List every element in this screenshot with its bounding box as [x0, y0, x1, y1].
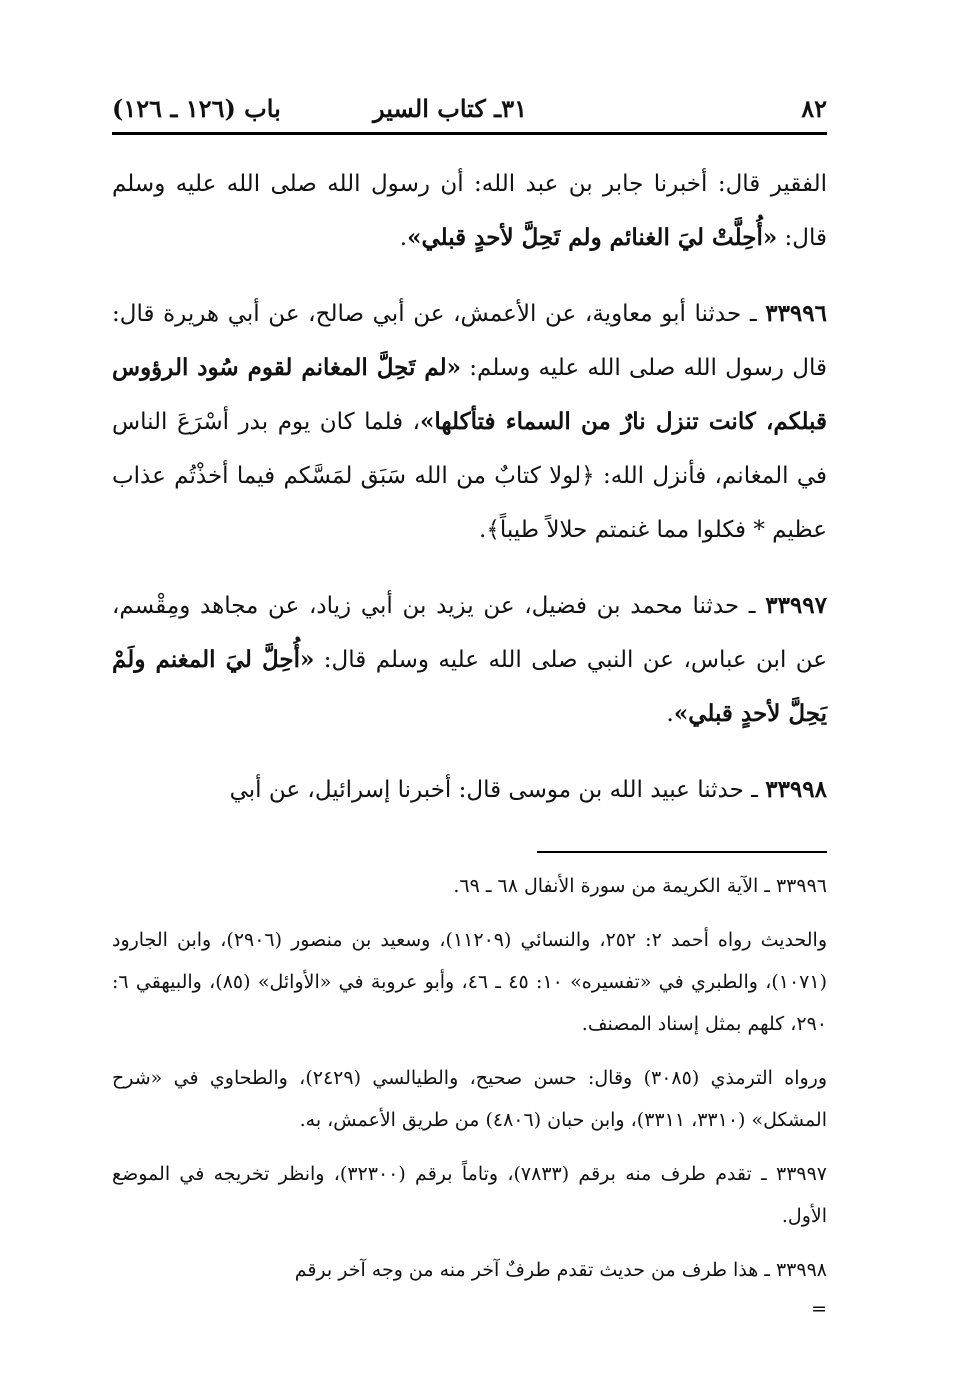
hadith-quote: «لم تَحِلَّ المغانم لقوم سُود الرؤوس قبلكم، كانت تنزل نارٌ من السماء فتأكلها» — [112, 354, 827, 435]
text-run: ـ حدثنا محمد بن فضيل، عن يزيد بن أبي زياد، عن مجاهد ومِقْسم، عن ابن عباس، عن النبي صلى الله عليه وسلم قال: — [112, 593, 827, 673]
book-title: ٣١ـ كتاب السير — [373, 94, 527, 123]
hadith-number: ٣٣٩٩٨ — [765, 776, 827, 803]
footnote-33997: ٣٣٩٩٧ ـ تقدم طرف منه برقم (٧٨٣٣)، وتاماً برقم (٣٢٣٠٠)، وانظر تخريجه في الموضع الأول. — [112, 1163, 828, 1227]
hadith-33998 — [112, 763, 827, 817]
footnote-text: والحديث رواه أحمد ٢: ٢٥٢، والنسائي (١١٢٠٩)، وسعيد بن منصور (٢٩٠٦)، وابن الجارود (١٠٧١)، والطبري في «تفسيره» ١٠: ٤٥ ـ ٤٦، وأبو عروبة في «الأوائل» (٨٥)، والبيهقي ٦: ٢٩٠، كلهم بمثل إسناد المصنف. — [112, 929, 827, 1035]
footnote-33998: ٣٣٩٩٨ ـ هذا طرف من حديث تقدم طرفٌ آخر منه من وجه آخر برقم — [294, 1259, 827, 1281]
main-text — [112, 157, 827, 817]
hadith-33997 — [112, 579, 827, 741]
hadith-quote: «أُحِلَّ ليَ المغنم ولَمْ يَحِلَّ لأحدٍ قبلي» — [112, 646, 827, 727]
footnotes — [112, 865, 827, 1319]
book-page — [112, 88, 827, 1348]
text-run: . — [399, 225, 408, 251]
text-run: ـ حدثنا عبيد الله بن موسى قال: أخبرنا إسرائيل، عن أبي — [229, 777, 766, 803]
page-number: ٨٢ — [801, 94, 827, 123]
footnote-33996: ٣٣٩٩٦ ـ الآية الكريمة من سورة الأنفال ٦٨ ـ ٦٩. — [453, 875, 827, 897]
hadith-quote: «أُحِلَّتْ ليَ الغنائم ولم تَحِلَّ لأحدٍ قبلي» — [407, 224, 778, 251]
text-run: ، فلما كان يوم بدر أسْرَعَ الناس في المغانم، فأنزل الله: ﴿لولا كتابٌ من الله سَبَق لمَسَّكم فيما أخذْتُم عذاب عظيم * فكلوا مما غنمتم حلالاً طيباً﴾. — [112, 409, 827, 543]
hadith-number: ٣٣٩٩٧ — [765, 592, 827, 619]
hadith-number: ٣٣٩٩٦ — [765, 300, 827, 327]
header-divider — [112, 132, 827, 135]
hadith-33996 — [112, 287, 827, 557]
text-run: ـ حدثنا أبو معاوية، عن الأعمش، عن أبي صالح، عن أبي هريرة قال: قال رسول الله صلى الله عليه وسلم: — [112, 301, 827, 381]
paragraph-continuation — [112, 157, 827, 265]
text-run: الفقير قال: أخبرنا جابر بن عبد الله: أن رسول الله صلى الله عليه وسلم قال: — [112, 171, 827, 251]
chapter-title: باب (١٢٦ ـ ١٢٦) — [112, 94, 281, 123]
running-header — [112, 88, 827, 126]
text-run: . — [666, 701, 674, 727]
footnote-text: ورواه الترمذي (٣٠٨٥) وقال: حسن صحيح، والطيالسي (٢٤٢٩)، والطحاوي في «شرح المشكل» (٣٣١٠، ٣٣١١)، وابن حبان (٤٨٠٦) من طريق الأعمش، به. — [112, 1067, 828, 1131]
continuation-mark: = — [811, 1298, 827, 1320]
footnote-divider — [537, 851, 827, 853]
